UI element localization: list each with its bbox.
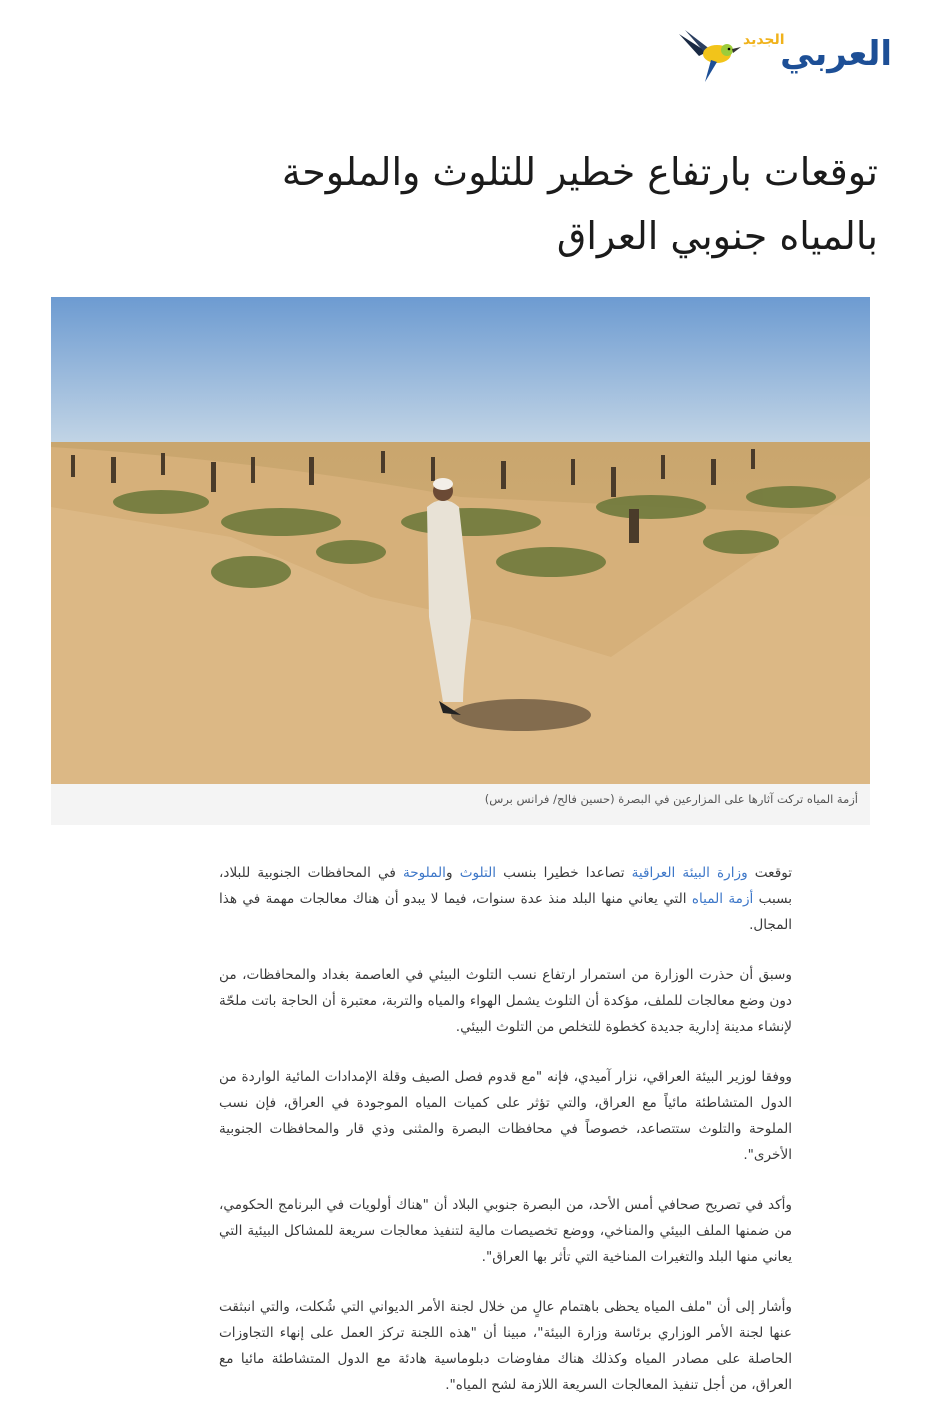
- bird-logo-icon: [677, 26, 743, 84]
- article-figure: [51, 297, 870, 825]
- paragraph-text: تصاعدا خطيرا بنسب: [496, 865, 632, 881]
- site-logo[interactable]: [677, 22, 892, 86]
- article-photo: [51, 297, 870, 784]
- article-title: توقعات بارتفاع خطير للتلوث والملوحة بالمياه جنوبي العراق: [281, 150, 878, 258]
- link-environment-ministry[interactable]: وزارة البيئة العراقية: [631, 865, 748, 881]
- article-body: [219, 860, 792, 1422]
- photo-caption: أزمة المياه تركت آثارها على المزارعين في البصرة (حسين فالح/ فرانس برس): [484, 792, 858, 806]
- link-salinity[interactable]: الملوحة: [402, 865, 446, 881]
- paragraph-text: توقعت: [747, 865, 793, 881]
- paragraph-text: و: [445, 865, 460, 881]
- paragraph-5: وأشار إلى أن "ملف المياه يحظى باهتمام عالٍ من خلال لجنة الأمر الديواني التي شُكلت، والتي انبثقت عنها لجنة الأمر الوزاري برئاسة وزارة البيئة"، مبينا أن "هذه اللجنة تركز العمل على إنهاء التجاوزات الحاصلة على مصادر المياه وكذلك هناك مفاوضات دبلوماسية هادئة مع الدول المتشاطئة مائيا مع العراق، من أجل تنفيذ المعالجات السريعة اللازمة لشح المياه".: [219, 1299, 792, 1393]
- logo-subtitle: الجديد: [743, 32, 785, 48]
- paragraph-4: وأكد في تصريح صحافي أمس الأحد، من البصرة جنوبي البلاد أن "هناك أولويات في البرنامج الحكومي، من ضمنها الملف البيئي والمناخي، ووضع تخصيصات مالية لتنفيذ معالجات سريعة للمشاكل البيئية التي يعاني منها البلد والتغيرات المناخية التي تأثر بها العراق".: [219, 1197, 792, 1265]
- link-pollution[interactable]: التلوث: [459, 865, 497, 881]
- link-water-crisis[interactable]: أزمة المياه: [691, 891, 754, 907]
- paragraph-text: التي يعاني منها البلد منذ عدة سنوات، فيما لا يبدو أن هناك معالجات مهمة في هذا المجال.: [219, 891, 792, 933]
- logo-wordmark: العربي: [780, 34, 892, 74]
- paragraph-3: ووفقا لوزير البيئة العراقي، نزار آميدي، فإنه "مع قدوم فصل الصيف وقلة الإمدادات المائية الواردة من الدول المتشاطئة مائياً مع العراق، والتي تؤثر على كميات المياه الموجودة في العراق، فإن نسب الملوحة والتلوث ستتصاعد، خصوصاً في محافظات البصرة والمثنى وذي قار والمحافظات الجنوبية الأخرى".: [219, 1069, 792, 1163]
- paragraph-2: وسبق أن حذرت الوزارة من استمرار ارتفاع نسب التلوث البيئي في العاصمة بغداد والمحافظات، من دون وضع معالجات للملف، مؤكدة أن التلوث يشمل الهواء والمياه والتربة، معتبرة أن الحاجة باتت ملحّة لإنشاء مدينة إدارية جديدة كخطوة للتخلص من التلوث البيئي.: [219, 967, 792, 1035]
- paragraph-1: [219, 860, 792, 938]
- paragraph-text: في المحافظات الجنوبية للبلاد، بسبب: [219, 865, 792, 907]
